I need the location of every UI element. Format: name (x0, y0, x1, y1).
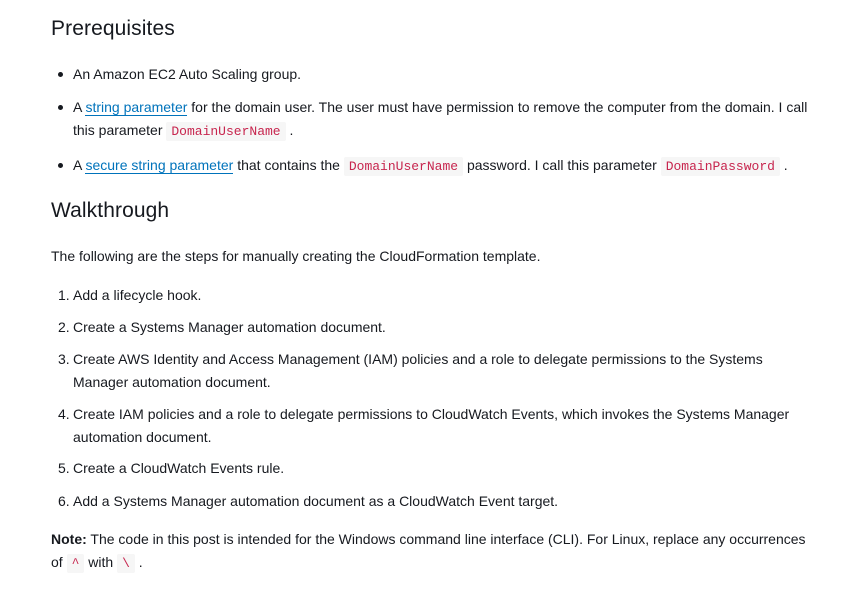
step-number: 3. (58, 351, 70, 367)
step-item (58, 403, 808, 449)
bullet-icon (58, 105, 63, 110)
step-number: 5. (58, 460, 70, 476)
prerequisite-middle-2: password. I call this parameter (463, 157, 661, 173)
note-label: Note: (51, 531, 87, 547)
step-item (58, 316, 808, 339)
prerequisite-prefix: A (73, 99, 86, 115)
backslash-code: \ (117, 554, 135, 573)
string-parameter-link[interactable]: string parameter (85, 99, 188, 115)
step-text: Create a CloudWatch Events rule. (73, 460, 285, 476)
step-text: Add a lifecycle hook. (73, 287, 202, 303)
note-middle: with (84, 554, 118, 570)
step-item (58, 490, 808, 513)
prerequisite-text: An Amazon EC2 Auto Scaling group. (73, 66, 302, 82)
prerequisite-suffix: . (779, 157, 788, 173)
prerequisite-prefix: A (73, 157, 86, 173)
domain-user-name-code: DomainUserName (344, 157, 463, 176)
prerequisites-heading: Prerequisites (51, 17, 175, 40)
walkthrough-intro: The following are the steps for manually creating the CloudFormation template. (51, 248, 541, 264)
prerequisite-item (73, 96, 818, 143)
step-number: 4. (58, 406, 70, 422)
step-number: 6. (58, 493, 70, 509)
bullet-icon (58, 72, 63, 77)
bullet-icon (58, 163, 63, 168)
step-text: Create AWS Identity and Access Management (IAM) policies and a role to delegate permissions to the Systems Manager automation document. (73, 351, 763, 390)
step-text: Add a Systems Manager automation document as a CloudWatch Event target. (73, 493, 559, 509)
prerequisite-item (73, 63, 818, 86)
step-item (58, 284, 808, 307)
note-suffix: . (134, 554, 143, 570)
note-paragraph (51, 528, 821, 575)
step-text: Create IAM policies and a role to delegate permissions to CloudWatch Events, which invokes the Systems Manager automation document. (73, 406, 790, 445)
prerequisite-middle: for the domain user. The user must have permission to remove the computer from the domain. I call this parameter (73, 99, 808, 138)
walkthrough-heading: Walkthrough (51, 199, 170, 222)
step-number: 1. (58, 287, 70, 303)
secure-string-parameter-link[interactable]: secure string parameter (85, 157, 234, 173)
step-text: Create a Systems Manager automation document. (73, 319, 386, 335)
step-item (58, 348, 808, 394)
step-item (58, 457, 808, 480)
domain-user-name-code: DomainUserName (166, 122, 285, 141)
caret-code: ^ (67, 554, 85, 573)
prerequisite-item (73, 154, 818, 178)
prerequisite-middle: that contains the (233, 157, 344, 173)
domain-password-code: DomainPassword (661, 157, 780, 176)
prerequisite-suffix: . (285, 122, 294, 138)
note-text: The code in this post is intended for the Windows command line interface (CLI). For Linux, replace any occurrences of (51, 531, 806, 570)
step-number: 2. (58, 319, 70, 335)
